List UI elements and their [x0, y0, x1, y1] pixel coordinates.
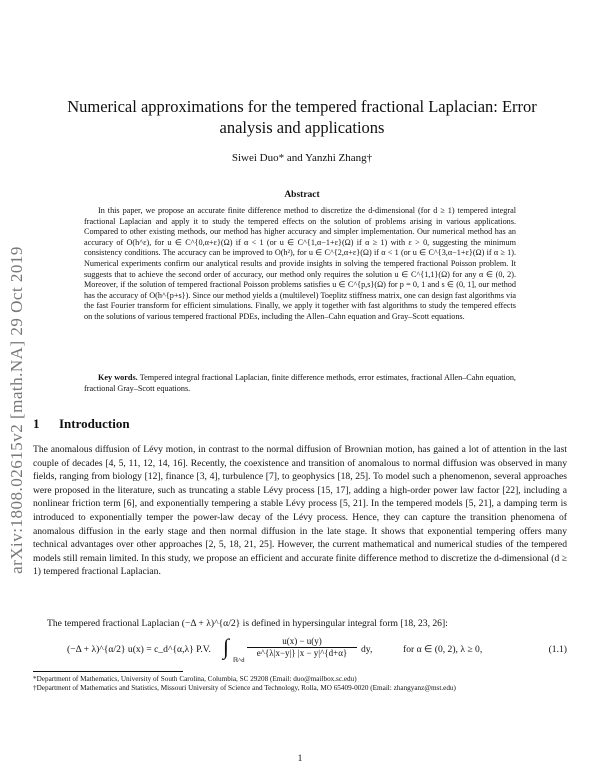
equation-numerator: u(x) − u(y) — [247, 636, 357, 648]
equation-lhs: (−Δ + λ)^{α/2} u(x) = c_d^{α,λ} P.V. — [67, 644, 211, 655]
definition-sentence: The tempered fractional Laplacian (−Δ + λ)^{α/2} is defined in hypersingular integral form [18, 23, 26]: — [47, 618, 448, 629]
arxiv-identifier-sidebar — [6, 180, 28, 640]
equation-1-1 — [33, 636, 567, 664]
section-title: Introduction — [59, 416, 130, 431]
footnote-2: †Department of Mathematics and Statistics, Missouri University of Science and Technology, Rolla, MO 65409-0020 (Email: zhangyanz@mst.edu) — [33, 684, 456, 693]
keywords-text: Tempered integral fractional Laplacian, finite difference methods, error estimates, fractional Allen–Cahn equation, fractional Gray–Scott equations. — [84, 373, 516, 393]
equation-condition: for α ∈ (0, 2), λ ≥ 0, — [403, 644, 483, 655]
equation-number: (1.1) — [548, 644, 567, 655]
section-number: 1 — [33, 416, 40, 431]
footnotes — [33, 675, 567, 694]
integral-domain: ℝ^d — [233, 657, 245, 664]
keywords-label: Key words. — [98, 373, 138, 382]
abstract-heading: Abstract — [284, 190, 320, 200]
equation-denominator: e^{λ|x−y|} |x − y|^{d+α} — [256, 648, 348, 658]
author-line: Siwei Duo* and Yanzhi Zhang† — [231, 152, 373, 164]
arxiv-identifier: arXiv:1808.02615v2 [math.NA] 29 Oct 2019 — [7, 246, 26, 574]
footnote-rule — [33, 671, 183, 672]
integral-sign: ∫ — [223, 634, 230, 659]
page-number: 1 — [297, 754, 303, 764]
keywords — [84, 373, 516, 394]
equation-fraction — [247, 636, 357, 658]
intro-paragraph: The anomalous diffusion of Lévy motion, in contrast to the normal diffusion of Brownian motion, has gained a lot of attention in the last couple of decades [4, 5, 11, 12, 14, 16]. Recently, the coexistence and transition of anomalous to normal diffusion was observed in many fields, ranging from biology [12], finance [3, 4], turbulence [7], to geophysics [18, 25]. To model such a phenomenon, several approaches were proposed in the literature, such as truncating a stable Lévy process [15, 17], adding a high-order power law factor [22], including a nonlinear friction term [6], and exponentially tempering a stable Lévy process [5, 21]. In the tempered models [5, 21], a damping term is introduced to exponentially temper the power-law decay of the Lévy process. Hence, they can capture the transition phenomena of anomalous diffusion in the early stage and then normal diffusion in the late stage. It shows that exponential tempering offers many technical advantages over other approaches [2, 5, 18, 21, 25]. However, the current mathematical and numerical studies of the tempered models still remain limited. In this study, we propose an efficient and accurate finite difference method to discretize the d-dimensional (d ≥ 1) tempered fractional Laplacian. — [33, 444, 567, 578]
paper-title: Numerical approximations for the tempered fractional Laplacian: Error analysis and applications — [67, 97, 537, 137]
footnote-1: *Department of Mathematics, University of South Carolina, Columbia, SC 29208 (Email: duo@mailbox.sc.edu) — [33, 675, 357, 683]
section-heading — [33, 416, 130, 432]
equation-differential: dy, — [361, 644, 373, 655]
abstract-text: In this paper, we propose an accurate finite difference method to discretize the d-dimensional (for d ≥ 1) tempered integral fractional Laplacian and apply it to study the tempered effects on the solution of problems arising in various applications. Compared to other existing methods, our method has higher accuracy and simpler implementation. Our numerical method has an accuracy of O(h^ε), for u ∈ C^{0,α+ε}(Ω) if α < 1 (or u ∈ C^{1,α−1+ε}(Ω) if α ≥ 1) with ε > 0, suggesting the minimum consistency conditions. The accuracy can be improved to O(h²), for u ∈ C^{2,α+ε}(Ω) if α < 1 (or u ∈ C^{3,α−1+ε}(Ω) if α ≥ 1). Numerical experiments confirm our analytical results and provide insights in solving the tempered fractional Poisson problem. It suggests that to achieve the second order of accuracy, our method only requires the solution u ∈ C^{1,1}(Ω) for any α ∈ (0, 2). Moreover, if the solution of tempered fractional Poisson problems satisfies u ∈ C^{p,s}(Ω) for p = 0, 1 and s ∈ (0, 1], our method has the accuracy of O(h^{p+s}). Since our method yields a (multilevel) Toeplitz stiffness matrix, one can design fast algorithms via the fast Fourier transform for efficient simulations. Finally, we apply it together with fast algorithms to study the tempered effects on the solutions of various tempered fractional PDEs, including the Allen–Cahn equation and Gray–Scott equations. — [84, 206, 516, 321]
